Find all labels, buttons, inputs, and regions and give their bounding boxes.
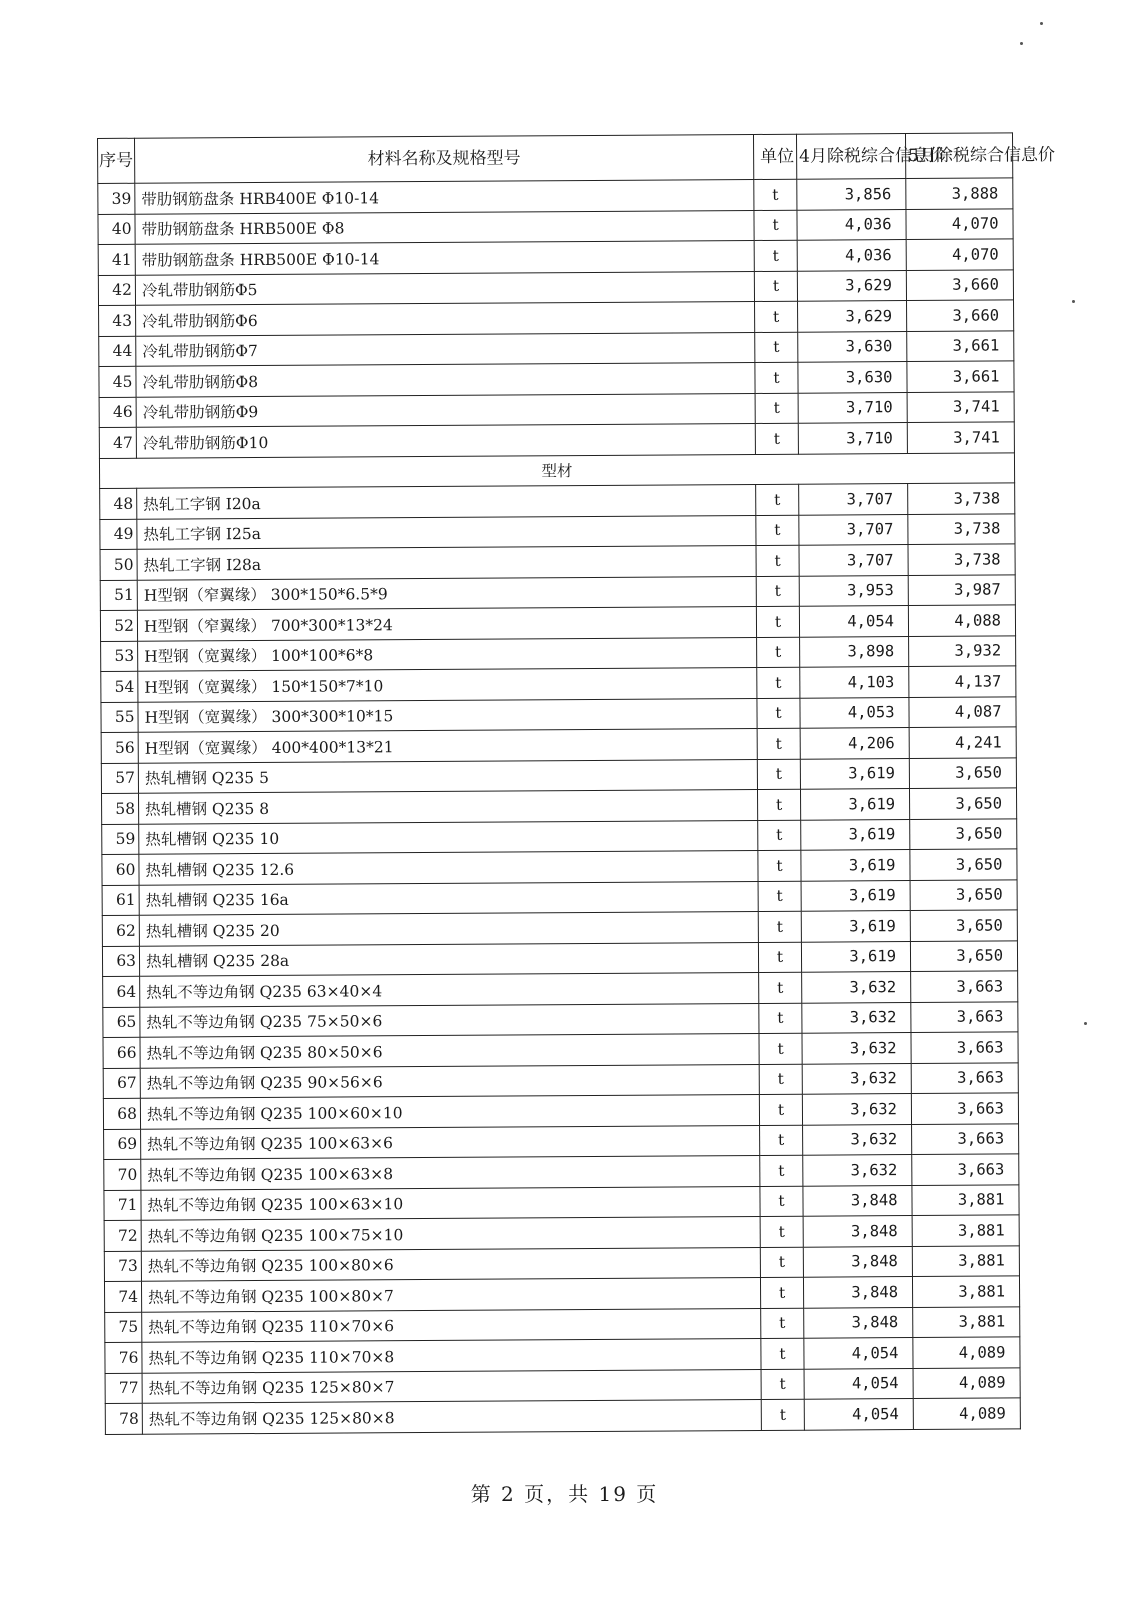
scan-speck — [1040, 22, 1043, 25]
april-price: 4,206 — [800, 728, 909, 759]
material-name: 热轧槽钢 Q235 16a — [139, 881, 758, 915]
unit-cell: t — [754, 240, 797, 271]
row-number: 39 — [98, 183, 135, 214]
april-price: 3,856 — [797, 179, 906, 210]
material-name: 热轧不等边角钢 Q235 63×40×4 — [140, 972, 759, 1006]
may-price: 3,888 — [906, 178, 1013, 209]
row-number: 60 — [102, 854, 139, 885]
row-number: 67 — [103, 1068, 140, 1099]
april-price: 3,632 — [803, 1155, 912, 1186]
april-price: 4,036 — [797, 209, 906, 240]
unit-cell: t — [757, 667, 800, 698]
row-number: 62 — [102, 915, 139, 946]
unit-cell: t — [756, 515, 799, 546]
unit-cell: t — [760, 1216, 803, 1247]
unit-cell: t — [761, 1338, 804, 1369]
april-price: 3,710 — [798, 423, 907, 454]
may-price: 4,087 — [909, 696, 1016, 727]
april-price: 3,630 — [798, 331, 907, 362]
may-price: 3,663 — [912, 1123, 1019, 1154]
material-name: 热轧不等边角钢 Q235 125×80×8 — [142, 1399, 761, 1433]
may-price: 4,070 — [906, 208, 1013, 239]
unit-cell: t — [756, 484, 799, 515]
row-number: 78 — [105, 1403, 142, 1434]
april-price: 3,953 — [799, 575, 908, 606]
april-price: 3,619 — [801, 850, 910, 881]
unit-cell: t — [761, 1308, 804, 1339]
may-price: 3,650 — [910, 849, 1017, 880]
material-name: 热轧不等边角钢 Q235 80×50×6 — [140, 1033, 759, 1067]
unit-cell: t — [760, 1186, 803, 1217]
may-price: 3,650 — [910, 910, 1017, 941]
row-number: 51 — [100, 580, 137, 611]
unit-cell: t — [758, 820, 801, 851]
material-name: 热轧槽钢 Q235 28a — [139, 942, 758, 976]
row-number: 48 — [100, 488, 137, 519]
material-name: 热轧不等边角钢 Q235 90×56×6 — [140, 1064, 759, 1098]
april-price: 4,103 — [800, 667, 909, 698]
price-table — [97, 132, 1056, 1434]
unit-cell: t — [759, 1033, 802, 1064]
may-price: 3,881 — [913, 1306, 1020, 1337]
may-price: 3,650 — [909, 757, 1016, 788]
header-may-price: 5月除税综合信息价 — [905, 133, 1012, 179]
row-number: 71 — [104, 1190, 141, 1221]
row-number: 45 — [99, 366, 136, 397]
may-price: 4,137 — [909, 666, 1016, 697]
april-price: 3,848 — [804, 1307, 913, 1338]
row-number: 42 — [98, 275, 135, 306]
may-price: 3,663 — [911, 1001, 1018, 1032]
material-name: 热轧槽钢 Q235 8 — [139, 789, 758, 823]
unit-cell: t — [755, 301, 798, 332]
april-price: 3,848 — [803, 1246, 912, 1277]
april-price: 3,619 — [801, 819, 910, 850]
unit-cell: t — [760, 1155, 803, 1186]
april-price: 3,707 — [799, 484, 908, 515]
material-name: 热轧不等边角钢 Q235 125×80×7 — [142, 1369, 761, 1403]
material-name: 热轧槽钢 Q235 20 — [139, 911, 758, 945]
may-price: 3,881 — [912, 1276, 1019, 1307]
unit-cell: t — [754, 210, 797, 241]
may-price: 4,089 — [913, 1398, 1020, 1429]
row-number: 43 — [99, 305, 136, 336]
material-name: 热轧不等边角钢 Q235 100×80×6 — [141, 1247, 760, 1281]
may-price: 3,661 — [907, 361, 1014, 392]
may-price: 3,660 — [906, 269, 1013, 300]
header-april-price: 4月除税综合信息价 — [796, 134, 905, 180]
may-price: 3,987 — [908, 574, 1015, 605]
row-number: 66 — [103, 1037, 140, 1068]
scan-speck — [1072, 300, 1075, 303]
unit-cell: t — [759, 1003, 802, 1034]
unit-cell: t — [756, 545, 799, 576]
row-number: 69 — [104, 1129, 141, 1160]
may-price: 3,663 — [911, 1093, 1018, 1124]
april-price: 3,629 — [798, 301, 907, 332]
material-name: 冷轧带肋钢筋Φ8 — [136, 362, 755, 396]
row-number: 75 — [105, 1312, 142, 1343]
material-name: 热轧工字钢 I20a — [137, 484, 756, 518]
row-number: 70 — [104, 1159, 141, 1190]
row-number: 63 — [102, 946, 139, 977]
scan-speck — [1020, 42, 1023, 45]
april-price: 3,619 — [801, 941, 910, 972]
may-price: 3,741 — [907, 391, 1014, 422]
unit-cell: t — [755, 332, 798, 363]
row-number: 77 — [105, 1373, 142, 1404]
row-number: 73 — [104, 1251, 141, 1282]
april-price: 4,054 — [799, 606, 908, 637]
unit-cell: t — [757, 728, 800, 759]
material-name: 热轧不等边角钢 Q235 100×63×6 — [141, 1125, 760, 1159]
may-price: 4,241 — [909, 727, 1016, 758]
unit-cell: t — [756, 576, 799, 607]
material-name: 带肋钢筋盘条 HRB500E Φ8 — [135, 210, 754, 244]
may-price: 4,089 — [913, 1367, 1020, 1398]
row-number: 55 — [101, 702, 138, 733]
material-name: 热轧工字钢 I28a — [137, 545, 756, 579]
row-number: 56 — [101, 732, 138, 763]
april-price: 4,054 — [804, 1368, 913, 1399]
header-name: 材料名称及规格型号 — [135, 134, 754, 183]
row-number: 72 — [104, 1220, 141, 1251]
unit-cell: t — [755, 423, 798, 454]
material-name: 冷轧带肋钢筋Φ6 — [136, 301, 755, 335]
april-price: 3,898 — [800, 636, 909, 667]
april-price: 3,707 — [799, 514, 908, 545]
april-price: 4,054 — [804, 1338, 913, 1369]
may-price: 4,070 — [906, 239, 1013, 270]
material-name: H型钢（宽翼缘） 100*100*6*8 — [138, 637, 757, 671]
material-name: 热轧槽钢 Q235 5 — [138, 759, 757, 793]
row-number: 44 — [99, 336, 136, 367]
row-number: 57 — [101, 763, 138, 794]
material-name: 热轧不等边角钢 Q235 110×70×6 — [142, 1308, 761, 1342]
row-number: 47 — [99, 427, 136, 458]
april-price: 3,619 — [800, 758, 909, 789]
may-price: 3,650 — [910, 879, 1017, 910]
may-price: 3,932 — [909, 635, 1016, 666]
unit-cell: t — [761, 1399, 804, 1430]
row-number: 68 — [103, 1098, 140, 1129]
material-name: 冷轧带肋钢筋Φ7 — [136, 332, 755, 366]
material-name: 热轧槽钢 Q235 10 — [139, 820, 758, 854]
material-name: 热轧工字钢 I25a — [137, 515, 756, 549]
april-price: 3,619 — [801, 911, 910, 942]
unit-cell: t — [754, 271, 797, 302]
unit-cell: t — [758, 850, 801, 881]
may-price: 3,650 — [909, 788, 1016, 819]
unit-cell: t — [758, 881, 801, 912]
row-number: 74 — [104, 1281, 141, 1312]
row-number: 65 — [103, 1007, 140, 1038]
material-name: H型钢（宽翼缘） 400*400*13*21 — [138, 728, 757, 762]
material-name: 热轧不等边角钢 Q235 75×50×6 — [140, 1003, 759, 1037]
scan-speck — [1084, 1022, 1087, 1025]
april-price: 3,632 — [803, 1124, 912, 1155]
april-price: 3,632 — [802, 1094, 911, 1125]
unit-cell: t — [760, 1125, 803, 1156]
row-number: 46 — [99, 397, 136, 428]
april-price: 4,036 — [797, 240, 906, 271]
april-price: 4,053 — [800, 697, 909, 728]
unit-cell: t — [760, 1277, 803, 1308]
april-price: 3,848 — [803, 1277, 912, 1308]
april-price: 3,632 — [802, 972, 911, 1003]
april-price: 3,710 — [798, 392, 907, 423]
april-price: 3,619 — [801, 880, 910, 911]
may-price: 3,663 — [911, 1032, 1018, 1063]
april-price: 3,629 — [797, 270, 906, 301]
material-name: 热轧不等边角钢 Q235 100×80×7 — [141, 1277, 760, 1311]
may-price: 3,881 — [912, 1215, 1019, 1246]
unit-cell: t — [757, 637, 800, 668]
unit-cell: t — [755, 362, 798, 393]
material-name: H型钢（窄翼缘） 700*300*13*24 — [137, 606, 756, 640]
header-unit: 单位 — [753, 134, 796, 179]
may-price: 3,738 — [908, 483, 1015, 514]
row-number: 50 — [100, 549, 137, 580]
may-price: 3,738 — [908, 544, 1015, 575]
row-number: 41 — [98, 244, 135, 275]
may-price: 3,650 — [910, 940, 1017, 971]
table-body-rebar — [98, 178, 1015, 458]
table-body-profiles — [100, 483, 1021, 1434]
material-name: 热轧不等边角钢 Q235 110×70×8 — [142, 1338, 761, 1372]
material-name: 热轧槽钢 Q235 12.6 — [139, 850, 758, 884]
material-name: 冷轧带肋钢筋Φ5 — [135, 271, 754, 305]
row-number: 76 — [105, 1342, 142, 1373]
unit-cell: t — [759, 972, 802, 1003]
may-price: 3,661 — [907, 330, 1014, 361]
row-number: 58 — [102, 793, 139, 824]
row-number: 40 — [98, 214, 135, 245]
april-price: 3,630 — [798, 362, 907, 393]
row-number: 52 — [100, 610, 137, 641]
april-price: 3,707 — [799, 545, 908, 576]
unit-cell: t — [756, 606, 799, 637]
material-name: H型钢（窄翼缘） 300*150*6.5*9 — [137, 576, 756, 610]
unit-cell: t — [759, 1064, 802, 1095]
unit-cell: t — [759, 1094, 802, 1125]
material-name: 热轧不等边角钢 Q235 100×63×10 — [141, 1186, 760, 1220]
section-title: 型材 — [99, 452, 1014, 488]
material-name: 带肋钢筋盘条 HRB400E Φ10-14 — [135, 179, 754, 213]
may-price: 4,088 — [908, 605, 1015, 636]
row-number: 49 — [100, 519, 137, 550]
unit-cell: t — [757, 789, 800, 820]
row-number: 53 — [101, 641, 138, 672]
april-price: 3,632 — [802, 1002, 911, 1033]
unit-cell: t — [757, 759, 800, 790]
unit-cell: t — [757, 698, 800, 729]
may-price: 3,663 — [911, 971, 1018, 1002]
material-name: 热轧不等边角钢 Q235 100×63×8 — [141, 1155, 760, 1189]
may-price: 3,738 — [908, 513, 1015, 544]
table-header-row — [98, 133, 1013, 184]
april-price: 3,848 — [803, 1185, 912, 1216]
may-price: 3,663 — [912, 1154, 1019, 1185]
may-price: 3,663 — [911, 1062, 1018, 1093]
unit-cell: t — [754, 179, 797, 210]
material-name: 冷轧带肋钢筋Φ9 — [136, 393, 755, 427]
row-number: 59 — [102, 824, 139, 855]
material-name: 带肋钢筋盘条 HRB500E Φ10-14 — [135, 240, 754, 274]
may-price: 4,089 — [913, 1337, 1020, 1368]
april-price: 4,054 — [804, 1399, 913, 1430]
unit-cell: t — [755, 393, 798, 424]
row-number: 54 — [101, 671, 138, 702]
material-name: 热轧不等边角钢 Q235 100×60×10 — [140, 1094, 759, 1128]
april-price: 3,619 — [800, 789, 909, 820]
table-row — [105, 1398, 1020, 1434]
material-name: 热轧不等边角钢 Q235 100×75×10 — [141, 1216, 760, 1250]
april-price: 3,632 — [802, 1063, 911, 1094]
unit-cell: t — [761, 1369, 804, 1400]
may-price: 3,650 — [910, 818, 1017, 849]
may-price: 3,881 — [912, 1245, 1019, 1276]
page-footer: 第 2 页，共 19 页 — [470, 1482, 659, 1506]
row-number: 64 — [103, 976, 140, 1007]
material-name: H型钢（宽翼缘） 150*150*7*10 — [138, 667, 757, 701]
material-name: H型钢（宽翼缘） 300*300*10*15 — [138, 698, 757, 732]
may-price: 3,881 — [912, 1184, 1019, 1215]
unit-cell: t — [758, 911, 801, 942]
header-no: 序号 — [98, 138, 135, 183]
may-price: 3,660 — [907, 300, 1014, 331]
unit-cell: t — [758, 942, 801, 973]
unit-cell: t — [760, 1247, 803, 1278]
april-price: 3,632 — [802, 1033, 911, 1064]
may-price: 3,741 — [907, 422, 1014, 453]
row-number: 61 — [102, 885, 139, 916]
material-name: 冷轧带肋钢筋Φ10 — [136, 423, 755, 457]
april-price: 3,848 — [803, 1216, 912, 1247]
